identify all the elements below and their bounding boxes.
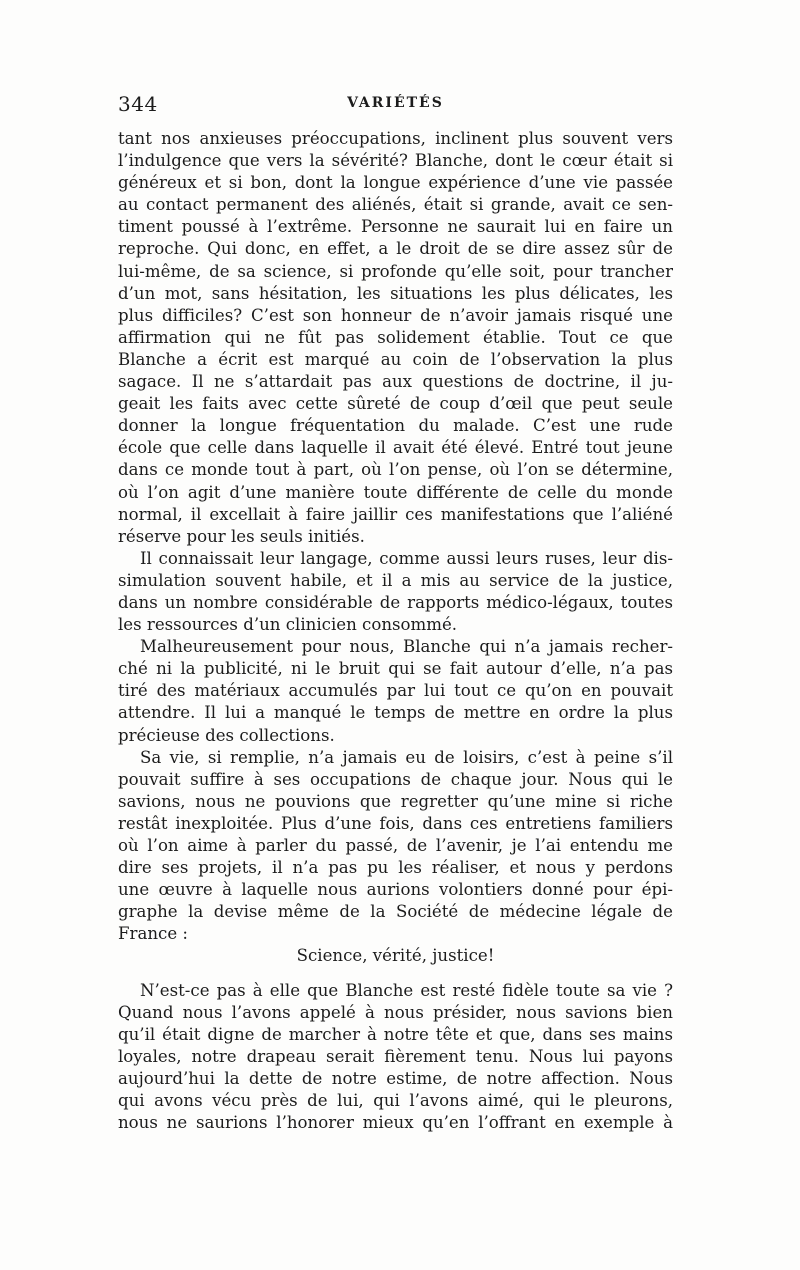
text-line: affirmation qui ne fût pas solidement établie. Tout ce que: [118, 327, 673, 347]
running-title: VARIÉTÉS: [347, 95, 444, 111]
spacer: [118, 968, 673, 980]
text-line: précieuse des collections.: [118, 725, 335, 745]
text-line: loyales, notre drapeau serait fièrement tenu. Nous lui payons: [118, 1046, 673, 1066]
text-line: une œuvre à laquelle nous aurions volontiers donné pour épi-: [118, 880, 673, 900]
text-line: lui-même, de sa science, si profonde qu’elle soit, pour trancher: [118, 261, 673, 281]
text-line: Quand nous l’avons appelé à nous présider, nous savions bien: [118, 1002, 673, 1022]
text-line: dans ce monde tout à part, où l’on pense, où l’on se détermine,: [118, 460, 673, 480]
text-line: où l’on aime à parler du passé, de l’avenir, je l’ai entendu me: [118, 836, 673, 855]
text-line: où l’on agit d’une manière toute différente de celle du monde: [118, 482, 673, 502]
text-line: Blanche a écrit est marqué au coin de l’observation la plus: [118, 349, 673, 369]
text-line: timent poussé à l’extrême. Personne ne saurait lui en faire un: [118, 217, 673, 237]
text-line: qui avons vécu près de lui, qui l’avons aimé, qui le pleurons,: [118, 1091, 673, 1111]
text-line: au contact permanent des aliénés, était si grande, avait ce sen-: [118, 195, 673, 215]
text-line: nous ne saurions l’honorer mieux qu’en l’offrant en exemple à: [118, 1113, 673, 1133]
text-line: simulation souvent habile, et il a mis au service de la justice,: [118, 570, 673, 590]
text-line: généreux et si bon, dont la longue expérience d’une vie passée: [118, 173, 673, 193]
text-line: N’est-ce pas à elle que Blanche est resté fidèle toute sa vie ?: [140, 980, 673, 1000]
text-line: les ressources d’un clinicien consommé.: [118, 615, 458, 635]
text-line: graphe la devise même de la Société de médecine légale de: [118, 902, 673, 922]
text-line: savions, nous ne pouvions que regretter qu’une mine si riche: [118, 791, 673, 811]
text-line: donner la longue fréquentation du malade. C’est une rude: [118, 416, 673, 436]
text-line: geait les faits avec cette sûreté de coup d’œil que peut seule: [118, 394, 673, 414]
text-line: réserve pour les seuls initiés.: [118, 526, 365, 546]
text-line: dire ses projets, il n’a pas pu les réaliser, et nous y perdons: [118, 858, 673, 878]
text-line: tant nos anxieuses préoccupations, inclinent plus souvent vers: [118, 129, 673, 148]
text-line: dans un nombre considérable de rapports médico-légaux, toutes: [118, 592, 673, 612]
body-text: [118, 128, 673, 1134]
text-line: école que celle dans laquelle il avait été élevé. Entré tout jeune: [118, 438, 673, 458]
text-line: l’indulgence que vers la sévérité? Blanche, dont le cœur était si: [118, 151, 673, 171]
text-line: Malheureusement pour nous, Blanche qui n’a jamais recher-: [140, 637, 673, 657]
text-line: qu’il était digne de marcher à notre tête et que, dans ses mains: [118, 1024, 673, 1044]
text-line: pouvait suffire à ses occupations de chaque jour. Nous qui le: [118, 769, 673, 789]
text-line: d’un mot, sans hésitation, les situations les plus délicates, les: [118, 283, 673, 303]
text-line: restât inexploitée. Plus d’une fois, dans ces entretiens familiers: [118, 813, 673, 833]
running-head: [118, 92, 673, 116]
text-line: Il connaissait leur langage, comme aussi leurs ruses, leur dis-: [140, 548, 673, 568]
text-line: reproche. Qui donc, en effet, a le droit de se dire assez sûr de: [118, 239, 673, 259]
motto-line: Science, vérité, justice!: [296, 946, 495, 966]
text-line: attendre. Il lui a manqué le temps de mettre en ordre la plus: [118, 703, 673, 723]
text-line: France :: [118, 924, 189, 944]
text-line: sagace. Il ne s’attardait pas aux questions de doctrine, il ju-: [118, 372, 673, 392]
text-line: normal, il excellait à faire jaillir ces manifestations que l’aliéné: [118, 504, 673, 524]
text-line: plus difficiles? C’est son honneur de n’avoir jamais risqué une: [118, 305, 673, 325]
page-number: 344: [118, 92, 158, 116]
text-line: ché ni la publicité, ni le bruit qui se fait autour d’elle, n’a pas: [118, 659, 673, 679]
text-line: tiré des matériaux accumulés par lui tout ce qu’on en pouvait: [118, 681, 673, 701]
text-line: Sa vie, si remplie, n’a jamais eu de loisirs, c’est à peine s’il: [140, 747, 673, 767]
text-line: aujourd’hui la dette de notre estime, de notre affection. Nous: [118, 1068, 673, 1088]
